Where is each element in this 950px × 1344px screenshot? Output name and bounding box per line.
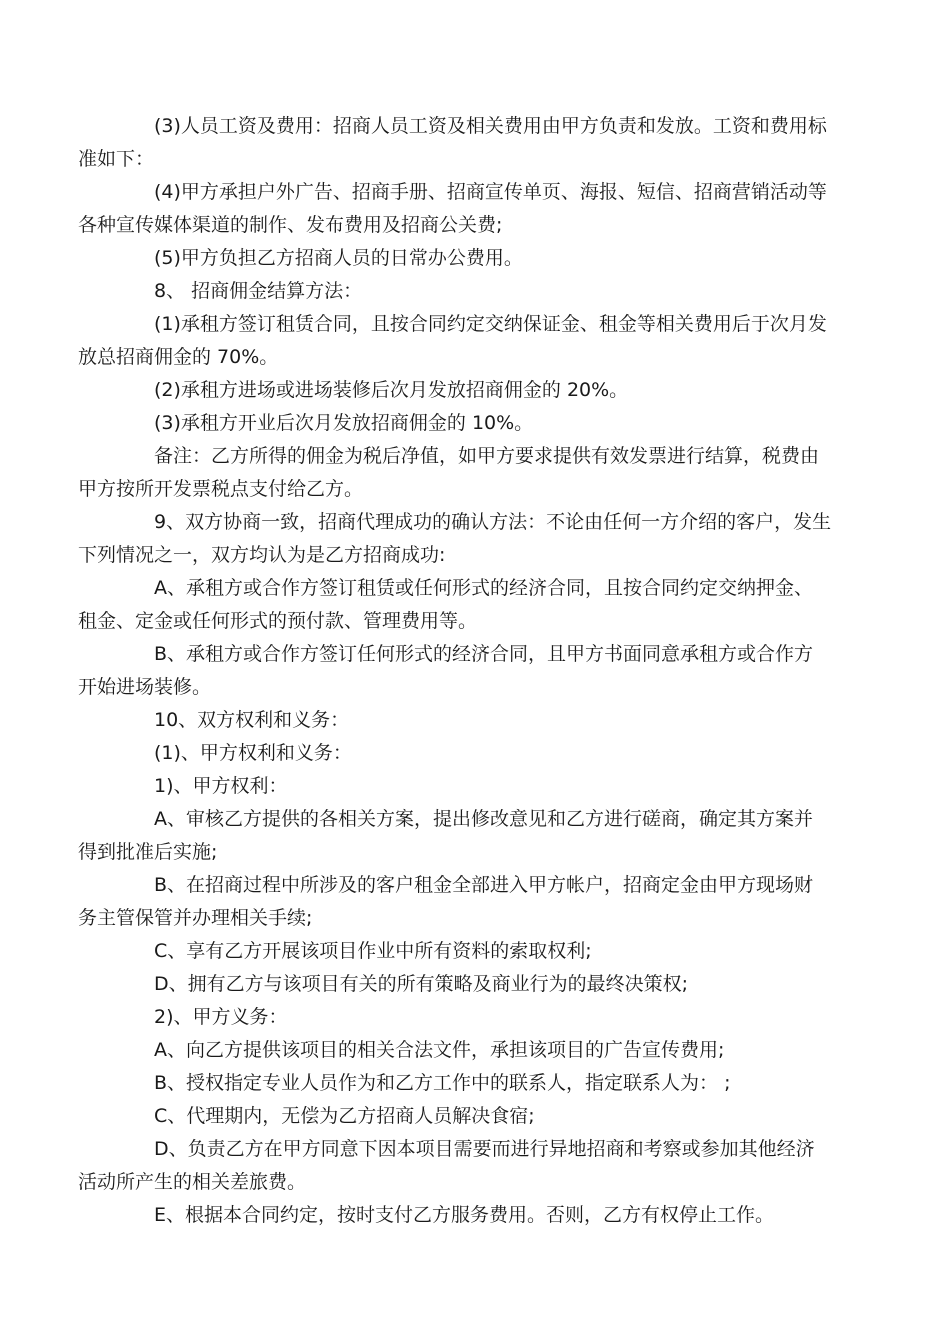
document-body <box>78 110 838 1232</box>
text-line: A、审核乙方提供的各相关方案，提出修改意见和乙方进行磋商，确定其方案并 <box>154 808 813 830</box>
text-line: C、代理期内，无偿为乙方招商人员解决食宿; <box>154 1105 535 1127</box>
text-line: 活动所产生的相关差旅费。 <box>78 1171 307 1193</box>
paragraph <box>116 1067 838 1100</box>
paragraph <box>78 803 838 869</box>
text-line: (2)承租方进场或进场装修后次月发放招商佣金的 20%。 <box>154 379 629 401</box>
paragraph <box>78 176 838 242</box>
text-line: (5)甲方负担乙方招商人员的日常办公费用。 <box>154 247 523 269</box>
paragraph <box>116 704 838 737</box>
text-line: 1)、甲方权利： <box>154 775 288 797</box>
text-line: 2)、甲方义务： <box>154 1006 288 1028</box>
text-line: 租金、定金或任何形式的预付款、管理费用等。 <box>78 610 478 632</box>
text-line: 8、 招商佣金结算方法： <box>154 280 363 302</box>
paragraph <box>116 374 838 407</box>
paragraph <box>116 1100 838 1133</box>
text-line: (1)、甲方权利和义务： <box>154 742 352 764</box>
paragraph <box>116 242 838 275</box>
text-line: (1)承租方签订租赁合同，且按合同约定交纳保证金、租金等相关费用后于次月发 <box>154 313 827 335</box>
text-line: 备注：乙方所得的佣金为税后净值，如甲方要求提供有效发票进行结算，税费由 <box>154 445 820 467</box>
text-line: 开始进场装修。 <box>78 676 212 698</box>
paragraph <box>116 770 838 803</box>
paragraph <box>78 869 838 935</box>
text-line: E、根据本合同约定，按时支付乙方服务费用。否则，乙方有权停止工作。 <box>154 1204 775 1226</box>
paragraph <box>78 638 838 704</box>
paragraph <box>116 407 838 440</box>
text-line: 得到批准后实施; <box>78 841 218 863</box>
paragraph <box>78 506 838 572</box>
text-line: (3)承租方开业后次月发放招商佣金的 10%。 <box>154 412 534 434</box>
text-line: 下列情况之一，双方均认为是乙方招商成功: <box>78 544 446 566</box>
text-line: B、在招商过程中所涉及的客户租金全部进入甲方帐户，招商定金由甲方现场财 <box>154 874 814 896</box>
paragraph <box>116 275 838 308</box>
text-line: 放总招商佣金的 70%。 <box>78 346 279 368</box>
paragraph <box>116 1001 838 1034</box>
text-line: C、享有乙方开展该项目作业中所有资料的索取权利; <box>154 940 592 962</box>
paragraph <box>78 308 838 374</box>
text-line: 9、双方协商一致，招商代理成功的确认方法：不论由任何一方介绍的客户，发生 <box>154 511 832 533</box>
text-line: (4)甲方承担户外广告、招商手册、招商宣传单页、海报、短信、招商营销活动等 <box>154 181 827 203</box>
paragraph <box>116 968 838 1001</box>
paragraph <box>116 935 838 968</box>
paragraph <box>78 110 838 176</box>
paragraph <box>116 1034 838 1067</box>
text-line: A、承租方或合作方签订租赁或任何形式的经济合同，且按合同约定交纳押金、 <box>154 577 813 599</box>
text-line: 甲方按所开发票税点支付给乙方。 <box>78 478 364 500</box>
paragraph <box>116 737 838 770</box>
text-line: D、拥有乙方与该项目有关的所有策略及商业行为的最终决策权; <box>154 973 689 995</box>
paragraph <box>116 1199 838 1232</box>
text-line: B、承租方或合作方签订任何形式的经济合同，且甲方书面同意承租方或合作方 <box>154 643 814 665</box>
text-line: A、向乙方提供该项目的相关合法文件，承担该项目的广告宣传费用; <box>154 1039 725 1061</box>
text-line: 务主管保管并办理相关手续; <box>78 907 313 929</box>
paragraph <box>78 572 838 638</box>
paragraph <box>78 1133 838 1199</box>
text-line: D、负责乙方在甲方同意下因本项目需要而进行异地招商和考察或参加其他经济 <box>154 1138 815 1160</box>
text-line: B、授权指定专业人员作为和乙方工作中的联系人，指定联系人为： ; <box>154 1072 731 1094</box>
text-line: 各种宣传媒体渠道的制作、发布费用及招商公关费; <box>78 214 503 236</box>
text-line: 准如下： <box>78 148 155 170</box>
paragraph <box>78 440 838 506</box>
text-line: (3)人员工资及费用：招商人员工资及相关费用由甲方负责和发放。工资和费用标 <box>154 115 827 137</box>
text-line: 10、双方权利和义务： <box>154 709 350 731</box>
